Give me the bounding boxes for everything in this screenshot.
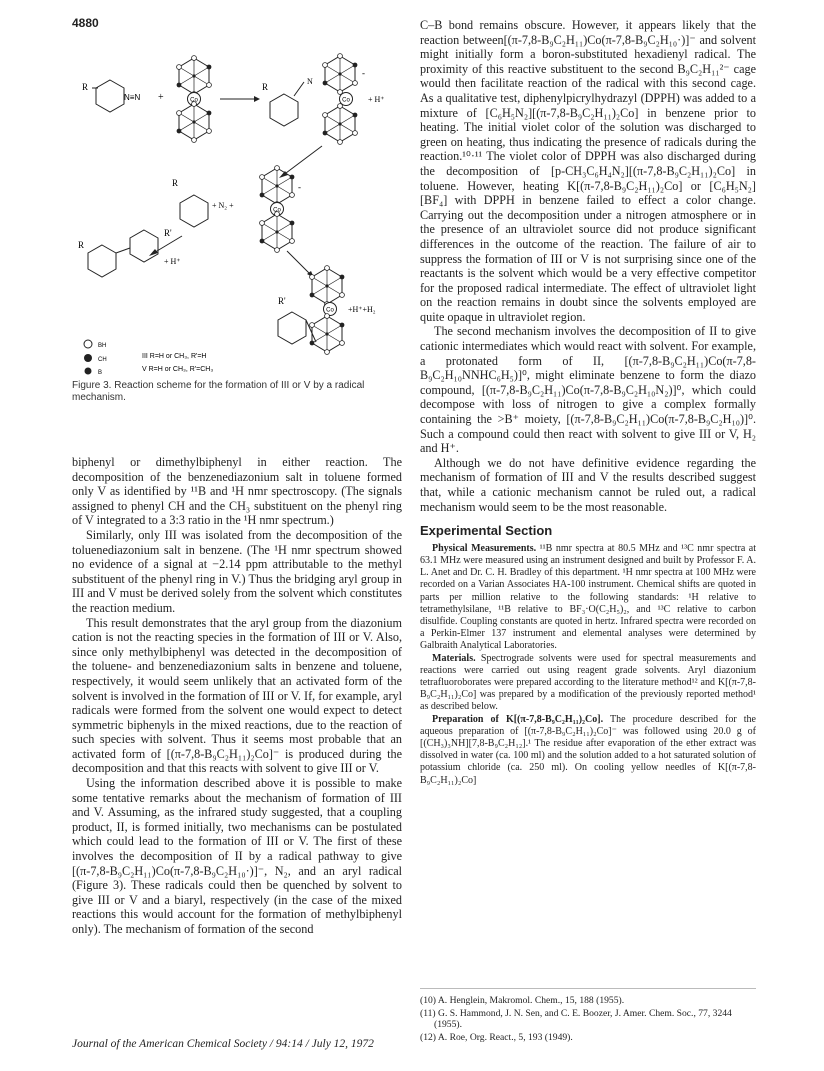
- label-r-prime-2: R': [278, 296, 286, 306]
- label-r-4: R: [78, 240, 85, 250]
- reactant-aryl-diazonium: [92, 80, 124, 112]
- legend-b: B: [98, 370, 103, 376]
- reaction-arrow-2: [282, 146, 322, 176]
- references: [420, 988, 756, 1044]
- right-column: [420, 18, 756, 787]
- figure-caption: Figure 3. Reaction scheme for the formation of III or V by a radical mechanism.: [72, 380, 365, 403]
- run-in-heading: Materials.: [432, 652, 476, 664]
- run-in-heading: Physical Measurements.: [432, 542, 537, 554]
- paragraph: Using the information described above it is possible to make some tentative remarks about the mechanism of formation of III and V. Assuming, as the infrared study suggested, that a coupling product, II, is formed initially, two mechanisms can be postulated which could lead to the formation of III or V. The first of these involves the decomposition of II by a radical pathway to give [(π-7,8-B₉C₂H₁₁)Co(π-7,8-B₉C₂H₁₀·)]⁻, N₂, and an aryl radical (Figure 3). These radicals could then be quenched by solvent to give III or V and a biaryl, respectively (in the case of the mixed reactions this would account for the formation of methylbiphenyl only). The mechanism of formation of the second: [72, 776, 402, 936]
- paragraph: This result demonstrates that the aryl group from the diazonium cation is not the reacting species in the formation of III or V. Also, since only methylbiphenyl was detected in the decomposition of the toluene- and benzenediazonium salts in benzene and toluene, respectively, it would seem unlikely that an activated form of the solvent is involved in the formation of III or V. If, for example, aryl radicals were formed from the solvent one would expect to detect symmetric biphenyls in the mixed reactions, due to the reaction of such species with solvent. Thus it seems most probable that an activated form of [(π-7,8-B₉C₂H₁₁)₂Co]⁻ is produced during the decomposition and that this reacts with solvent to give III or V.: [72, 615, 402, 776]
- compound-iii-label: III R=H or CH₃, R'=H: [142, 353, 207, 360]
- paragraph: C–B bond remains obscure. However, it appears likely that the reaction between[(π-7,8-B₉C₂H₁₁)Co(π-7,8-B₉C₂H₁₀·)]⁻ and solvent might initially form a boron-substituted hexadienyl radical. The proximity of this reactive substituent to the second B₉C₂H₁₁²⁻ cage would then facilitate reaction of the radical with this second cage. As a qualitative test, diphenylpicrylhydrazyl (DPPH) was added to a mixture of [C₆H₅N₂][(π-7,8-B₉C₂H₁₁)₂Co] in benzene prior to heating. The initial violet color of the solution was discharged to green on heating, thus indicating the presence of radicals during the reaction.¹⁰·¹¹ The violet color of DPPH was also discharged during the decomposition of [p-CH₃C₆H₄N₂][(π-7,8-B₉C₂H₁₁)₂Co] in toluene. However, heating K[(π-7,8-B₉C₂H₁₁)₂Co] or [C₆H₅N₂][BF₄] with DPPH in benzene failed to effect a color change. Carrying out the decomposition under a nitrogen atmosphere or in the presence of an ultraviolet source did not produce significant differences in the outcome of the reaction. The failure of air to suppress the formation of III or V is not surprising since one of the reactants is the solvent which would be a very effective competitor for the proposed radical intermediate. The effect of ultraviolet light on the reaction remains in doubt since the solvents employed are quite opaque in ultraviolet region.: [420, 18, 756, 324]
- label-plus-h-h2: +H⁺+H₂: [348, 305, 376, 314]
- experimental-paragraph: [420, 543, 756, 653]
- label-n: N: [307, 77, 313, 86]
- paragraph: The second mechanism involves the decomposition of II to give cationic intermediates which would react with solvent. For example, a protonated form of II, [(π-7,8-B₉C₂H₁₁)Co(π-7,8-B₉C₂H₁₀NNHC₆H₅)]⁰, might eliminate benzene to form the diazo compound, [(π-7,8-B₉C₂H₁₁)Co(π-7,8-B₉C₂H₁₀N₂)]⁰, which could decompose with loss of nitrogen to give a complex formally containing the >B⁺ moiety, [(π-7,8-B₉C₂H₁₁)Co(π-7,8-B₉C₂H₁₀)]⁰. Such a compound could then react with solvent to give III or V, H₂ and H⁺.: [420, 324, 756, 456]
- experimental-section: [420, 543, 756, 787]
- label-r: R: [82, 82, 89, 92]
- run-in-heading: Preparation of K[(π-7,8-B₉C₂H₁₁)₂Co].: [432, 713, 604, 725]
- label-plus: +: [158, 92, 164, 103]
- figure-legend: [84, 340, 107, 376]
- label-minus-2: -: [298, 182, 301, 192]
- section-heading-experimental: Experimental Section: [420, 523, 553, 539]
- coupled-product-ii: [270, 54, 357, 145]
- reference-item: (10) A. Henglein, Makromol. Chem., 15, 188 (1955).: [420, 995, 625, 1006]
- aryl-radical-ring: [180, 195, 208, 227]
- experimental-paragraph: [420, 653, 756, 714]
- label-n-eq-n: N≡N: [124, 93, 141, 102]
- legend-bh: BH: [98, 343, 107, 349]
- page-number: 4880: [72, 16, 99, 30]
- legend-ch: CH: [98, 357, 107, 363]
- reaction-scheme-figure: Co R N≡N + R N - + H⁺ R + N₂ + - R R' + H⁺ R' +H⁺+H₂ BH CH B III R=H or CH₃, R'=H V R=H or CH₃, R'=CH₃: [68, 34, 385, 376]
- product-iii-v: [278, 266, 344, 355]
- label-plus-h: + H⁺: [164, 257, 181, 266]
- paragraph: Although we do not have definitive evidence regarding the mechanism of formation of III and V the results described suggest that, while a cationic mechanism cannot be ruled out, a radical mechanism would seem to be the most reasonable.: [420, 455, 756, 514]
- label-minus-1: -: [362, 68, 365, 78]
- paragraph-text: Spectrograde solvents were used for spectral measurements and reactions were carried out using reagent grade solvents. Aryl diazonium tetrafluoroborates were prepared according to the literature method¹² and K[(π-7,8-B₉C₂H₁₁)₂Co] was prepared by a modification of the previously reported method¹ as described below.: [420, 652, 756, 713]
- paragraph: Similarly, only III was isolated from the decomposition of the toluenediazonium salt in benzene. (The ¹H nmr spectrum showed no evidence of a signal at −2.14 ppm attributable to the methyl substituent of the phenyl ring in V.) Thus the bridging aryl group in III and V must be derived solely from the solvent which constitutes the reaction medium.: [72, 527, 402, 615]
- label-h-plus: + H⁺: [368, 95, 385, 104]
- label-r-3: R: [172, 178, 179, 188]
- label-n2-plus: + N₂ +: [212, 201, 234, 210]
- left-column: [72, 455, 402, 937]
- paragraph: biphenyl or dimethylbiphenyl in either reaction. The decomposition of the benzenediazonium salt in toluene formed only V as identified by ¹¹B and ¹H nmr spectroscopy. (The signals assigned to phenyl CH and the CH₃ substituent on the phenyl ring of V integrated to a 3:3 ratio in the ¹H nmr spectrum.): [72, 455, 402, 528]
- reference-item: (12) A. Roe, Org. React., 5, 193 (1949).: [420, 1031, 573, 1043]
- label-r-2: R: [262, 82, 269, 92]
- experimental-paragraph: [420, 714, 756, 787]
- cobaltacarborane-radical: [260, 166, 295, 253]
- paragraph-text: ¹¹B nmr spectra at 80.5 MHz and ¹³C nmr spectra at 63.1 MHz were measured using an instrument designed and built by Professor F. A. L. Anet and Dr. C. H. Bradley of this department. ¹H nmr spectra at 100 MHz were recorded on a Varian Associates HA-100 instrument. Chemical shifts are quoted in parts per million relative to the following standards: ¹H relative to tetramethylsilane, ¹¹B relative to BF₃·O(C₂H₅)₂, and ¹³C relative to carbon disulfide. Coupling constants are quoted in hertz. Infrared spectra were recorded on a Perkin-Elmer 137 instrument and elemental analyses were determined by Galbraith Analytical Laboratories.: [420, 542, 756, 652]
- biaryl-product: [88, 230, 158, 277]
- paragraph-text: The procedure described for the aqueous preparation of [(π-7,8-B₉C₂H₁₁)₂Co]⁻ was followed using 20.0 g of [(CH₃)₃NH][7,8-B₉C₂H₁₂].¹ The residue after evaporation of the ether extract was dissolved in water (ca. 100 ml) and the solution added to a hot saturated solution of potassium chloride (ca. 250 ml). On cooling yellow needles of K[(π-7,8-B₉C₂H₁₁)₂Co]: [420, 713, 756, 786]
- compound-v-label: V R=H or CH₃, R'=CH₃: [142, 366, 214, 373]
- cobaltacarborane-reactant: [177, 56, 212, 143]
- reference-item: (11) G. S. Hammond, J. N. Sen, and C. E. Boozer, J. Amer. Chem. Soc., 77, 3244 (1955).: [420, 1007, 732, 1031]
- label-r-prime: R': [164, 228, 172, 238]
- reaction-arrow-4: [287, 251, 312, 276]
- journal-footer: Journal of the American Chemical Society / 94:14 / July 12, 1972: [72, 1038, 374, 1050]
